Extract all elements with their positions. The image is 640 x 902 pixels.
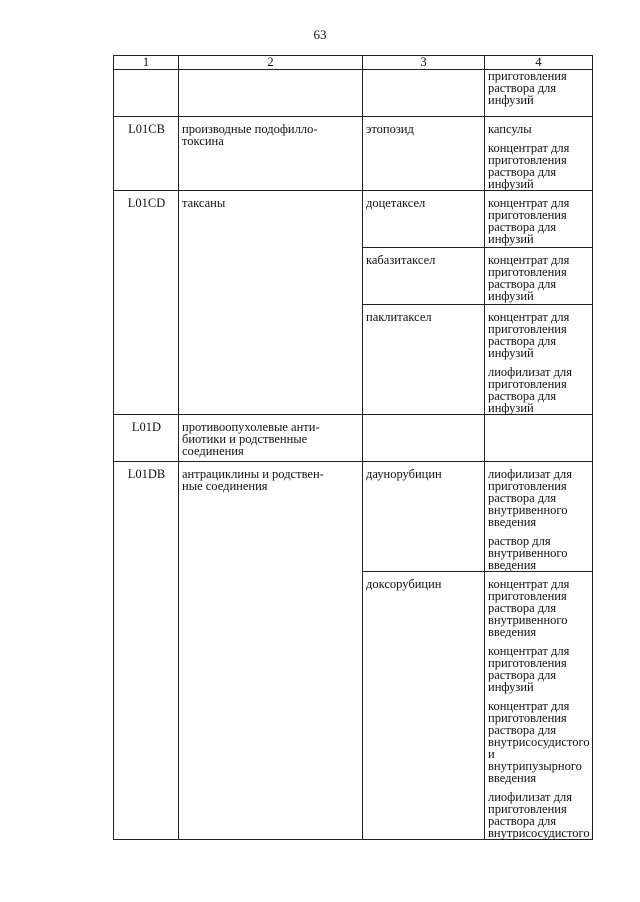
text-line: приготовления: [488, 208, 567, 222]
text-line: лиофилизат для: [488, 365, 572, 379]
column-header: 3: [363, 56, 485, 70]
text-line: лиофилизат для: [488, 790, 572, 804]
dosage-form: [488, 254, 590, 302]
dosage-form-cell: [485, 248, 593, 305]
text-line: приготовления: [488, 802, 567, 816]
text-line: внутривенного: [488, 503, 568, 517]
text-line: приготовления: [488, 656, 567, 670]
text-line: введения: [488, 625, 537, 639]
dosage-form-cell: [485, 191, 593, 248]
text-line: антрациклины и родствен-: [182, 467, 324, 481]
text-line: токсина: [182, 134, 224, 148]
table-row: [114, 191, 593, 248]
dosage-form-cell: [485, 462, 593, 572]
text-line: раствора для: [488, 491, 557, 505]
drug-name-cell: доксорубицин: [363, 572, 485, 840]
text-line: инфузий: [488, 401, 534, 415]
text-line: и внутрипузырного: [488, 747, 582, 773]
text-line: концентрат для: [488, 196, 570, 210]
dosage-form: [488, 311, 590, 359]
atc-code-cell: L01CD: [114, 191, 179, 415]
atc-code-cell: L01DB: [114, 462, 179, 840]
text-line: раствора для: [488, 389, 557, 403]
dosage-form: [488, 535, 590, 571]
header-row: [114, 56, 593, 70]
atc-code-cell: L01D: [114, 415, 179, 462]
dosage-form-cell: [485, 415, 593, 462]
text-line: раствора для: [488, 723, 557, 737]
text-line: концентрат для: [488, 141, 570, 155]
group-name-cell: [179, 415, 363, 462]
text-line: раствор для: [488, 534, 551, 548]
text-line: таксаны: [182, 196, 226, 210]
dosage-form: [488, 468, 590, 528]
dosage-form: [488, 578, 590, 638]
dosage-form: [488, 197, 590, 245]
column-header: 4: [485, 56, 593, 70]
text-line: ные соединения: [182, 479, 268, 493]
text-line: приготовления: [488, 377, 567, 391]
text-line: внутрисосудистого: [488, 735, 590, 749]
drug-name-cell: [363, 415, 485, 462]
dosage-form: [488, 70, 590, 106]
text-line: концентрат для: [488, 310, 570, 324]
drug-name-cell: кабазитаксел: [363, 248, 485, 305]
group-name-cell: [179, 191, 363, 415]
table-row: [114, 70, 593, 117]
text-line: инфузий: [488, 680, 534, 694]
atc-code-cell: L01CB: [114, 117, 179, 191]
text-line: приготовления: [488, 322, 567, 336]
text-line: приготовления: [488, 711, 567, 725]
text-line: приготовления: [488, 589, 567, 603]
group-name-cell: [179, 70, 363, 117]
text-line: соединения: [182, 444, 244, 458]
text-line: инфузий: [488, 93, 534, 107]
text-line: раствора для: [488, 814, 557, 828]
group-name-cell: [179, 117, 363, 191]
text-line: инфузий: [488, 177, 534, 191]
text-line: раствора для: [488, 165, 557, 179]
text-line: внутривенного: [488, 613, 568, 627]
text-line: раствора для: [488, 601, 557, 615]
text-line: введения: [488, 515, 537, 529]
table-row: [114, 462, 593, 572]
drug-name-cell: [363, 70, 485, 117]
text-line: лиофилизат для: [488, 467, 572, 481]
drug-name-cell: даунорубицин: [363, 462, 485, 572]
dosage-form-cell: [485, 572, 593, 840]
text-line: инфузий: [488, 289, 534, 303]
table-row: [114, 415, 593, 462]
drug-name-cell: этопозид: [363, 117, 485, 191]
column-header: 2: [179, 56, 363, 70]
text-line: концентрат для: [488, 644, 570, 658]
text-line: инфузий: [488, 346, 534, 360]
dosage-form: [488, 142, 590, 190]
text-line: раствора для: [488, 668, 557, 682]
text-line: противоопухолевые анти-: [182, 420, 320, 434]
text-line: приготовления: [488, 69, 567, 83]
text-line: концентрат для: [488, 699, 570, 713]
text-line: инфузий: [488, 232, 534, 246]
drug-name-cell: паклитаксел: [363, 305, 485, 415]
text-line: концентрат для: [488, 577, 570, 591]
dosage-form: [488, 791, 590, 839]
text-line: раствора для: [488, 220, 557, 234]
dosage-form-cell: [485, 305, 593, 415]
text-line: капсулы: [488, 122, 532, 136]
column-header: 1: [114, 56, 179, 70]
text-line: приготовления: [488, 479, 567, 493]
text-line: раствора для: [488, 81, 557, 95]
text-line: внутрисосудистого: [488, 826, 590, 840]
dosage-form: [488, 123, 590, 135]
text-line: приготовления: [488, 153, 567, 167]
table-row: [114, 117, 593, 191]
text-line: приготовления: [488, 265, 567, 279]
dosage-form: [488, 645, 590, 693]
dosage-form: [488, 366, 590, 414]
dosage-form-cell: [485, 117, 593, 191]
text-line: внутривенного: [488, 546, 568, 560]
drug-name-cell: доцетаксел: [363, 191, 485, 248]
dosage-form-cell: [485, 70, 593, 117]
text-line: введения: [488, 558, 537, 572]
dosage-form: [488, 700, 590, 784]
text-line: введения: [488, 771, 537, 785]
text-line: раствора для: [488, 334, 557, 348]
text-line: концентрат для: [488, 253, 570, 267]
drug-table: [113, 55, 593, 840]
page-number: 63: [313, 27, 327, 42]
group-name-cell: [179, 462, 363, 840]
text-line: раствора для: [488, 277, 557, 291]
text-line: биотики и родственные: [182, 432, 308, 446]
atc-code-cell: [114, 70, 179, 117]
text-line: производные подофилло-: [182, 122, 318, 136]
